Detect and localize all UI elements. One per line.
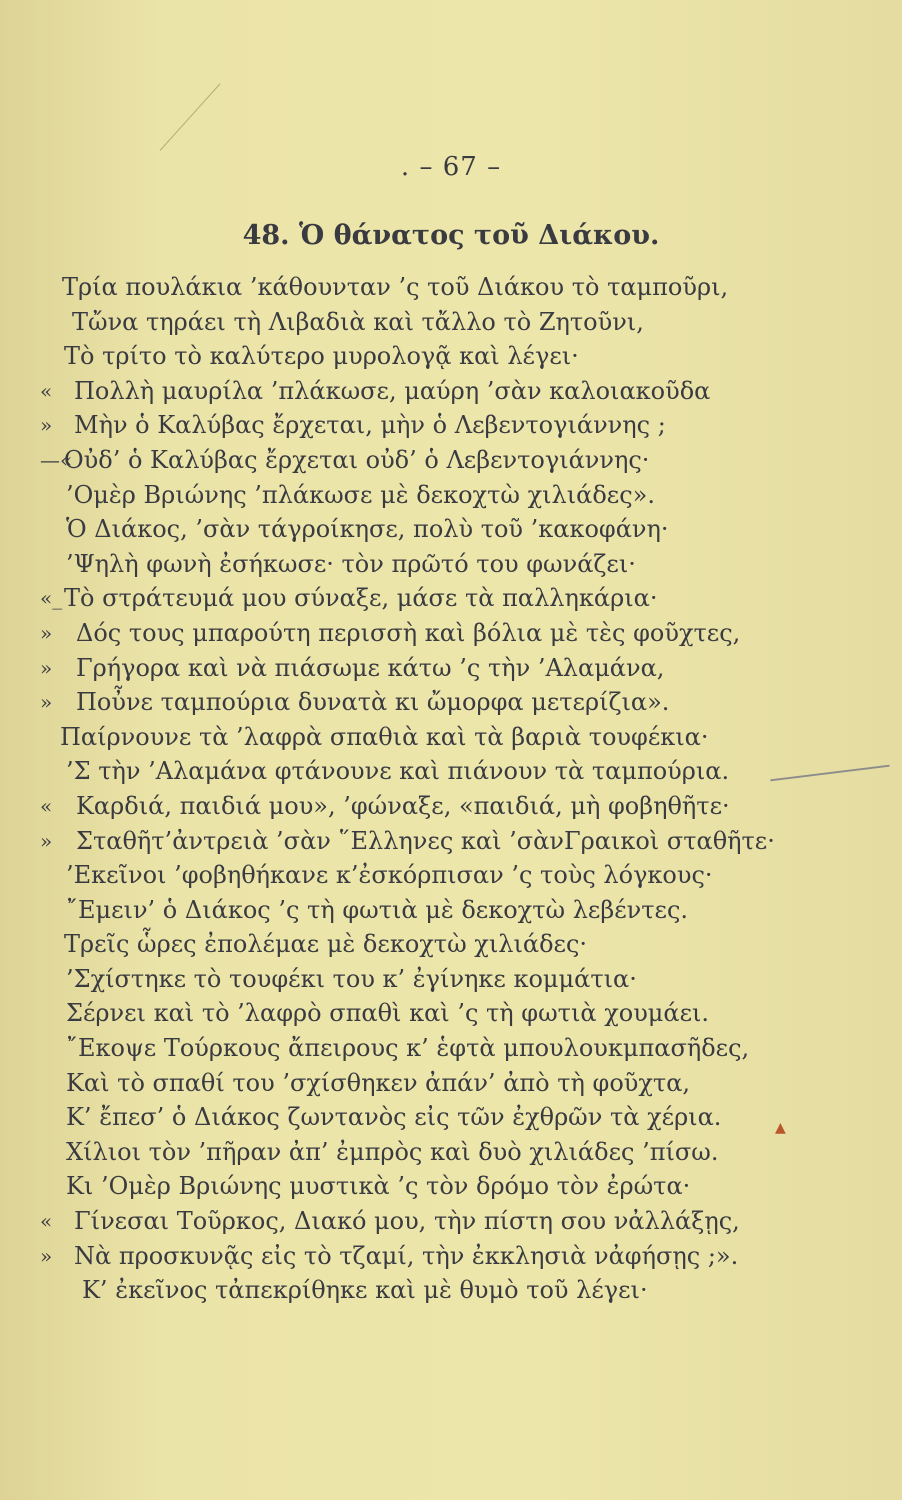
line-text: Δός τους μπαρούτη περισσὴ καὶ βόλια μὲ τὲς φοῦχτες, xyxy=(76,618,741,647)
line-text: Ὁ Διάκος, ’σὰν τάγροίκησε, πολὺ τοῦ ’κακοφάνη· xyxy=(66,515,669,544)
line-text: ’Εκεῖνοι ’φοβηθήκανε κ’ἐσκόρπισαν ’ς τοὺς λόγκους· xyxy=(66,861,713,890)
quote-mark: « xyxy=(40,1209,53,1234)
poem-line xyxy=(40,1100,890,1135)
quote-mark: » xyxy=(40,655,53,680)
poem-line xyxy=(40,1066,890,1101)
line-text: Τὤνα τηράει τὴ Λιβαδιὰ καὶ τἄλλο τὸ Ζητοῦνι, xyxy=(72,307,644,336)
quote-mark: » xyxy=(40,690,53,715)
poem-line xyxy=(40,1273,890,1308)
poem-line xyxy=(40,927,890,962)
poem-line xyxy=(40,1031,890,1066)
line-text: ’Ψηλὴ φωνὴ ἐσήκωσε· τὸν πρῶτό του φωνάζει· xyxy=(66,549,636,578)
poem-line xyxy=(40,547,890,582)
poem-line xyxy=(40,685,890,720)
poem-line xyxy=(40,858,890,893)
line-text: Σέρνει καὶ τὸ ’λαφρὸ σπαθὶ καὶ ’ς τὴ φωτιὰ χουμάει. xyxy=(66,999,710,1028)
poem-line xyxy=(40,270,890,305)
margin-mark: ▲ xyxy=(775,1120,786,1136)
poem-line xyxy=(40,512,890,547)
line-text: Κ’ ἐκεῖνος τἀπεκρίθηκε καὶ μὲ θυμὸ τοῦ λέγει· xyxy=(82,1276,648,1305)
line-text: ’Σχίστηκε τὸ τουφέκι του κ’ ἐγίνηκε κομμάτια· xyxy=(66,964,637,993)
poem-line xyxy=(40,1169,890,1204)
poem-line xyxy=(40,651,890,686)
line-text: Τρεῖς ὧρες ἐπολέμαε μὲ δεκοχτὼ χιλιάδες· xyxy=(64,930,588,959)
line-text: ῎Εκοψε Τούρκους ἄπειρους κ’ ἑφτὰ μπουλουκμπασῆδες, xyxy=(66,1034,750,1063)
line-text: ’Σ τὴν ’Αλαμάνα φτάνουνε καὶ πιάνουν τὰ ταμπούρια. xyxy=(66,757,730,786)
line-text: Παίρνουνε τὰ ’λαφρὰ σπαθιὰ καὶ τὰ βαριὰ τουφέκια· xyxy=(60,722,709,751)
line-text: Ποὖνε ταμπούρια δυνατὰ κι ὤμορφα μετερίζια». xyxy=(76,688,670,717)
pencil-mark xyxy=(160,83,221,151)
poem-line xyxy=(40,789,890,824)
quote-mark: » xyxy=(40,828,53,853)
poem-line xyxy=(40,339,890,374)
poem-line xyxy=(40,443,890,478)
poem-line xyxy=(40,824,890,859)
quote-mark: » xyxy=(40,1243,53,1268)
line-text: Τρία πουλάκια ’κάθουνταν ’ς τοῦ Διάκου τὸ ταμποῦρι, xyxy=(62,273,729,301)
poem-line xyxy=(40,962,890,997)
line-text: Σταθῆτ’ἀντρειὰ ’σὰν ῞Ελληνες καὶ ’σὰνΓραικοὶ σταθῆτε· xyxy=(76,826,775,855)
quote-mark: —« xyxy=(40,447,73,472)
quote-mark: » xyxy=(40,620,53,645)
poem-line xyxy=(40,1239,890,1274)
line-text: Καρδιά, παιδιά μου», ’φώναξε, «παιδιά, μὴ φοβηθῆτε· xyxy=(76,791,730,820)
poem-line xyxy=(40,581,890,616)
poem-line xyxy=(40,893,890,928)
poem-line xyxy=(40,478,890,513)
line-text: Πολλὴ μαυρίλα ’πλάκωσε, μαύρη ’σὰν καλοιακοῦδα xyxy=(74,376,711,405)
line-text: ῎Εμειν’ ὁ Διάκος ’ς τὴ φωτιὰ μὲ δεκοχτὼ λεβέντες. xyxy=(66,895,689,924)
line-text: Μὴν ὁ Καλύβας ἔρχεται, μὴν ὁ Λεβεντογιάννης ; xyxy=(74,411,666,440)
poem-line xyxy=(40,1135,890,1170)
poem-line xyxy=(40,305,890,340)
quote-mark: » xyxy=(40,413,53,438)
line-text: Χίλιοι τὸν ’πῆραν ἀπ’ ἐμπρὸς καὶ δυὸ χιλιάδες ’πίσω. xyxy=(66,1137,719,1166)
quote-mark: « xyxy=(40,793,53,818)
poem-title: 48. Ὁ θάνατος τοῦ Διάκου. xyxy=(242,220,660,251)
poem-line xyxy=(40,374,890,409)
poem-body xyxy=(40,270,890,1308)
line-text: Γρήγορα καὶ νὰ πιάσωμε κάτω ’ς τὴν ’Αλαμάνα, xyxy=(76,653,665,682)
poem-line xyxy=(40,720,890,755)
line-text: Νὰ προσκυνᾷς εἰς τὸ τζαμί, τὴν ἐκκλησιὰ νἀφήσῃς ;». xyxy=(74,1241,739,1270)
page-number: . – 67 – xyxy=(400,152,502,182)
line-text: Τὸ τρίτο τὸ καλύτερο μυρολογᾷ καὶ λέγει· xyxy=(64,342,579,371)
line-text: Τὸ στράτευμά μου σύναξε, μάσε τὰ παλληκάρια· xyxy=(64,584,658,613)
quote-mark: « xyxy=(40,378,53,403)
poem-line xyxy=(40,616,890,651)
poem-line xyxy=(40,996,890,1031)
poem-line xyxy=(40,754,890,789)
poem-line xyxy=(40,1204,890,1239)
line-text: Γίνεσαι Τοῦρκος, Διακό μου, τὴν πίστη σου νἀλλάξῃς, xyxy=(74,1207,740,1236)
poem-line xyxy=(40,408,890,443)
line-text: Καὶ τὸ σπαθί του ’σχίσθηκεν ἀπάν’ ἀπὸ τὴ φοῦχτα, xyxy=(66,1068,691,1097)
quote-mark: «_ xyxy=(40,586,63,611)
line-text: Οὐδ’ ὁ Καλύβας ἔρχεται οὐδ’ ὁ Λεβεντογιάννης· xyxy=(64,445,650,474)
line-text: Κ’ ἔπεσ’ ὁ Διάκος ζωντανὸς εἰς τῶν ἐχθρῶν τὰ χέρια. xyxy=(66,1103,722,1132)
line-text: ’Ομὲρ Βριώνης ’πλάκωσε μὲ δεκοχτὼ χιλιάδες». xyxy=(66,480,655,509)
line-text: Κι ’Ομὲρ Βριώνης μυστικὰ ’ς τὸν δρόμο τὸν ἐρώτα· xyxy=(66,1172,691,1201)
